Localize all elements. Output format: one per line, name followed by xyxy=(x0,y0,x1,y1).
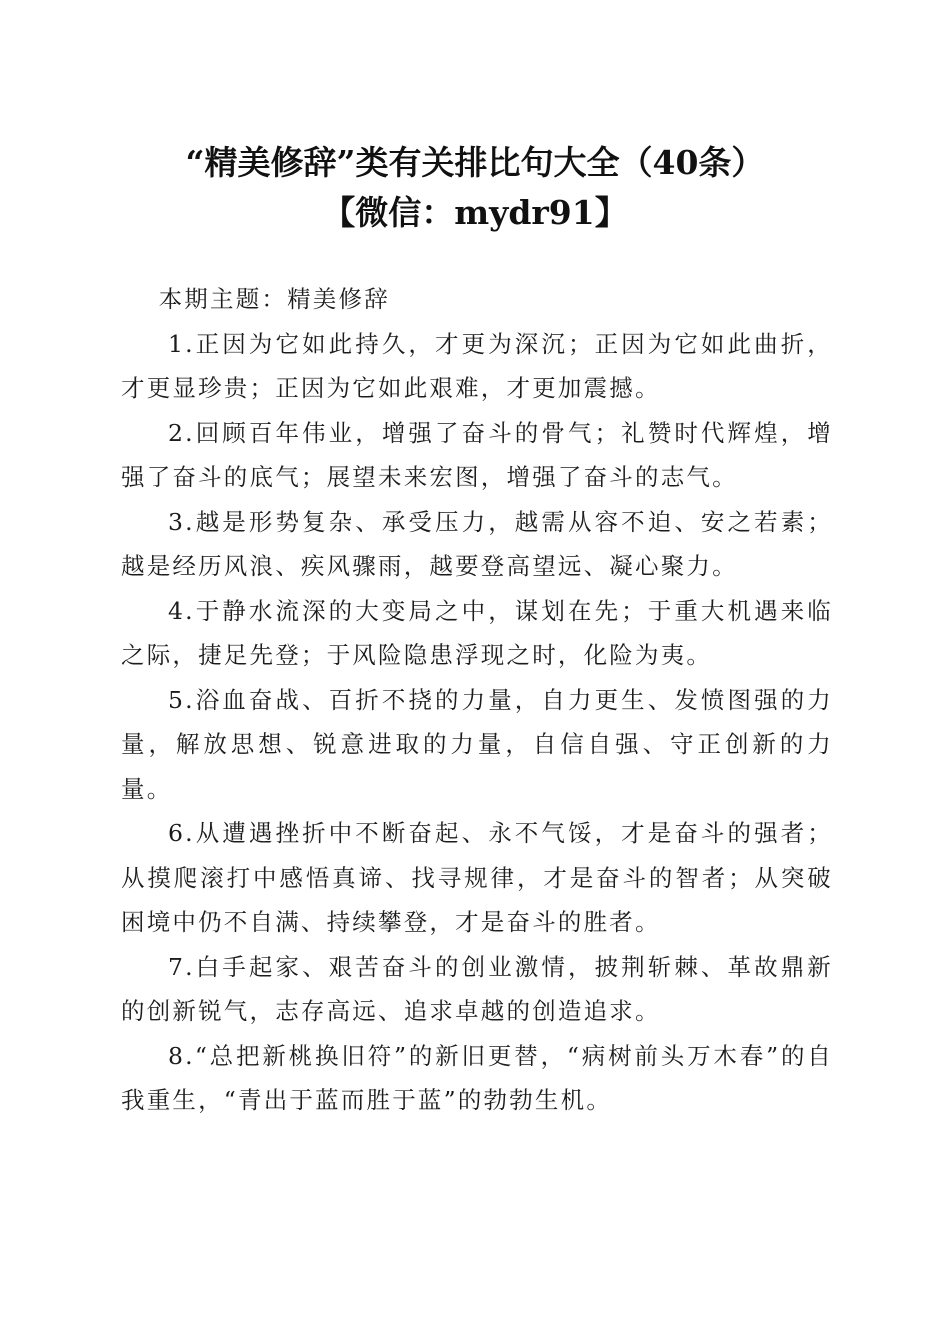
title-line-1: “精美修辞”类有关排比句大全（40条） xyxy=(185,143,765,182)
title-line-2: 【微信：mydr91】 xyxy=(322,193,628,232)
list-item-2: 2.回顾百年伟业，增强了奋斗的骨气；礼赞时代辉煌，增强了奋斗的底气；展望未来宏图，增强了奋斗的志气。 xyxy=(121,418,833,491)
list-item-1: 1.正因为它如此持久，才更为深沉；正因为它如此曲折，才更显珍贵；正因为它如此艰难，才更加震撼。 xyxy=(121,329,833,402)
list-item-4: 4.于静水流深的大变局之中，谋划在先；于重大机遇来临之际，捷足先登；于风险隐患浮现之时，化险为夷。 xyxy=(121,596,833,669)
list-item-8: 8.“总把新桃换旧符”的新旧更替，“病树前头万木春”的自我重生，“青出于蓝而胜于蓝”的勃勃生机。 xyxy=(121,1041,833,1114)
list-item-6: 6.从遭遇挫折中不断奋起、永不气馁，才是奋斗的强者；从摸爬滚打中感悟真谛、找寻规律，才是奋斗的智者；从突破困境中仍不自满、持续攀登，才是奋斗的胜者。 xyxy=(121,819,833,936)
document-body xyxy=(121,277,833,1123)
list-item-3: 3.越是形势复杂、承受压力，越需从容不迫、安之若素；越是经历风浪、疾风骤雨，越要登高望远、凝心聚力。 xyxy=(121,507,833,580)
list-item-7: 7.白手起家、艰苦奋斗的创业激情，披荆斩棘、革故鼎新的创新锐气，志存高远、追求卓越的创造追求。 xyxy=(121,952,833,1025)
document-title xyxy=(100,138,850,238)
subject-line: 本期主题：精美修辞 xyxy=(158,285,390,313)
list-item-5: 5.浴血奋战、百折不挠的力量，自力更生、发愤图强的力量，解放思想、锐意进取的力量，自信自强、守正创新的力量。 xyxy=(121,685,833,803)
